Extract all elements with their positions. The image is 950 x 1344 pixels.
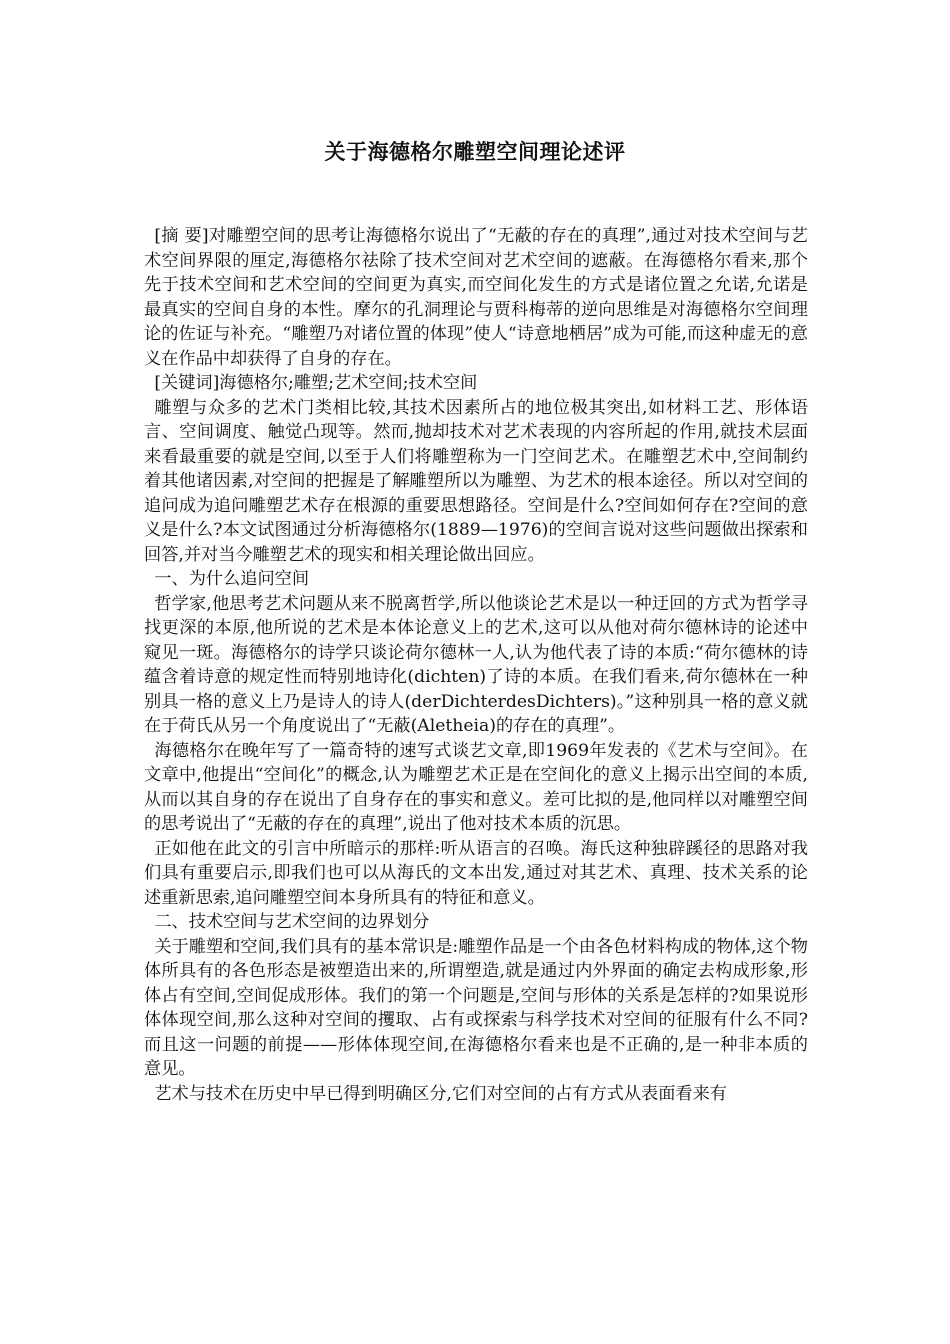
body-paragraph: 正如他在此文的引言中所暗示的那样:听从语言的召唤。海氏这种独辟蹊径的思路对我们具有重要启示,即我们也可以从海氏的文本出发,通过对其艺术、真理、技术关系的论述重新思索,追问雕塑空间本身所具有的特征和意义。 — [144, 838, 808, 908]
section-heading-1: 一、为什么追问空间 — [154, 569, 310, 589]
document-title: 关于海德格尔雕塑空间理论述评 — [324, 140, 626, 164]
body-paragraph: 哲学家,他思考艺术问题从来不脱离哲学,所以他谈论艺术是以一种迂回的方式为哲学寻找更深的本原,他所说的艺术是本体论意义上的艺术,这可以从他对荷尔德林诗的论述中窥见一斑。海德格尔的诗学只谈论荷尔德林一人,认为他代表了诗的本质:“荷尔德林的诗蕴含着诗意的规定性而特别地诗化(dichten)了诗的本质。在我们看来,荷尔德林在一种别具一格的意义上乃是诗人的诗人(derDichterdesDichters)。”这种别具一格的意义就在于荷氏从另一个角度说出了“无蔽(Aletheia)的存在的真理”。 — [144, 593, 808, 736]
intro-paragraph: 雕塑与众多的艺术门类相比较,其技术因素所占的地位极其突出,如材料工艺、形体语言、空间调度、触觉凸现等。然而,抛却技术对艺术表现的内容所起的作用,就技术层面来看最重要的就是空间,以至于人们将雕塑称为一门空间艺术。在雕塑艺术中,空间制约着其他诸因素,对空间的把握是了解雕塑所以为雕塑、为艺术的根本途径。所以对空间的追问成为追问雕塑艺术存在根源的重要思想路径。空间是什么?空间如何存在?空间的意义是什么?本文试图通过分析海德格尔(1889—1976)的空间言说对这些问题做出探索和回答,并对当今雕塑艺术的现实和相关理论做出回应。 — [144, 397, 808, 565]
body-paragraph: 海德格尔在晚年写了一篇奇特的速写式谈艺文章,即1969年发表的《艺术与空间》。在文章中,他提出“空间化”的概念,认为雕塑艺术正是在空间化的意义上揭示出空间的本质,从而以其自身的存在说出了自身存在的事实和意义。差可比拟的是,他同样以对雕塑空间的思考说出了“无蔽的存在的真理”,说出了他对技术本质的沉思。 — [144, 740, 808, 834]
keywords-paragraph: [关键词]海德格尔;雕塑;艺术空间;技术空间 — [154, 373, 478, 393]
abstract-paragraph: [摘 要]对雕塑空间的思考让海德格尔说出了“无蔽的存在的真理”,通过对技术空间与艺术空间界限的厘定,海德格尔祛除了技术空间对艺术空间的遮蔽。在海德格尔看来,那个先于技术空间和艺术空间的空间更为真实,而空间化发生的方式是诸位置之允诺,允诺是最真实的空间自身的本性。摩尔的孔洞理论与贾科梅蒂的逆向思维是对海德格尔空间理论的佐证与补充。“雕塑乃对诸位置的体现”使人“诗意地栖居”成为可能,而这种虚无的意义在作品中却获得了自身的存在。 — [144, 226, 808, 369]
section-heading-2: 二、技术空间与艺术空间的边界划分 — [154, 912, 430, 932]
document-body — [144, 224, 808, 1106]
body-paragraph: 关于雕塑和空间,我们具有的基本常识是:雕塑作品是一个由各色材料构成的物体,这个物体所具有的各色形态是被塑造出来的,所谓塑造,就是通过内外界面的确定去构成形象,形体占有空间,空间促成形体。我们的第一个问题是,空间与形体的关系是怎样的?如果说形体体现空间,那么这种对空间的攫取、占有或探索与科学技术对空间的征服有什么不同?而且这一问题的前提——形体体现空间,在海德格尔看来也是不正确的,是一种非本质的意见。 — [144, 936, 808, 1079]
body-paragraph: 艺术与技术在历史中早已得到明确区分,它们对空间的占有方式从表面看来有 — [154, 1083, 727, 1104]
